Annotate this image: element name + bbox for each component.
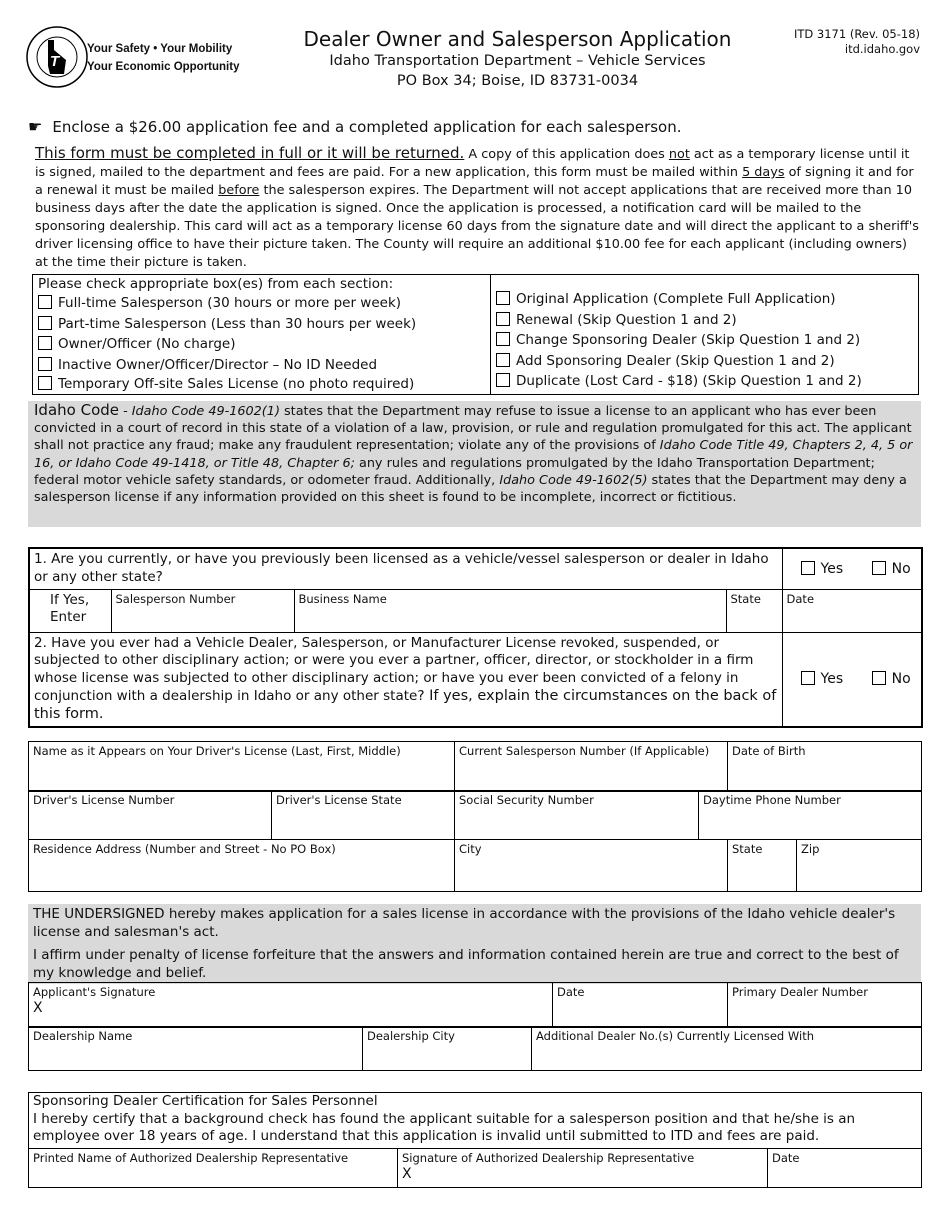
checkbox-original[interactable]: Original Application (Complete Full Application): [496, 289, 913, 310]
state-field[interactable]: State: [728, 840, 797, 892]
q2-yes[interactable]: Yes: [801, 671, 844, 687]
pointing-hand-icon: ☛: [28, 117, 43, 136]
daytime-phone-field[interactable]: Daytime Phone Number: [699, 791, 922, 840]
dealership-city-field[interactable]: Dealership City: [363, 1027, 532, 1071]
q1-date-field[interactable]: Date: [782, 589, 922, 632]
intro-paragraph: This form must be completed in full or it will be returned. A copy of this application does not act as a temporary license until it is signed, mailed to the department and fees are paid. For a new application, this form must be mailed within 5 days of signing it and for a renewal it must be mailed before the salesperson expires. The Department will not accept applications that are received more than 10 business days after the date the application is signed. Once the application is processed, a notification card will be mailed to the sponsoring dealership. This card will act as a temporary license 60 days from the signature date and will direct the applicant to a sheriff's driver licensing office to have their picture taken. The County will require an additional $10.00 fee for each applicant (including owners) at the time their picture is taken.: [35, 144, 919, 270]
applicant-row-3: [28, 839, 922, 892]
form-number-block: [794, 27, 920, 57]
q1-yes[interactable]: Yes: [801, 561, 844, 577]
checkbox-instruction: Please check appropriate box(es) from each section:: [38, 276, 394, 292]
checkbox-icon[interactable]: [872, 561, 886, 575]
primary-dealer-number-field[interactable]: Primary Dealer Number: [728, 983, 922, 1028]
checkbox-icon[interactable]: [872, 671, 886, 685]
sponsoring-certification: Sponsoring Dealer Certification for Sales Personnel I hereby certify that a background check has found the applicant suitable for a salesperson position and that he/she is an employee over 18 years of age. I understand that this application is invalid until submitted to ITD and fees are paid.: [29, 1093, 922, 1149]
zip-field[interactable]: Zip: [797, 840, 922, 892]
ssn-field[interactable]: Social Security Number: [455, 791, 699, 840]
checkbox-change-dealer[interactable]: Change Sponsoring Dealer (Skip Question 1 and 2): [496, 330, 913, 351]
date-of-birth-field[interactable]: Date of Birth: [728, 742, 922, 792]
drivers-license-state-field[interactable]: Driver's License State: [272, 791, 455, 840]
checkbox-icon[interactable]: [38, 295, 52, 309]
signature-row-2: [28, 1026, 922, 1071]
additional-dealer-field[interactable]: Additional Dealer No.(s) Currently Licensed With: [532, 1027, 922, 1071]
question-2: 2. Have you ever had a Vehicle Dealer, Salesperson, or Manufacturer License revoked, suspended, or subjected to other disciplinary action; or were you ever a partner, officer, director, or stockholder in a firm whose license was subjected to other disciplinary action; or have you ever been convicted of a felony in conjunction with a dealership in Idaho or any other state? If yes, explain the circumstances on the back of this form.: [29, 632, 782, 726]
sponsoring-date-field[interactable]: Date: [768, 1148, 922, 1187]
representative-signature-field[interactable]: Signature of Authorized Dealership Representative X: [398, 1148, 768, 1187]
checkbox-icon[interactable]: [801, 671, 815, 685]
checkbox-icon[interactable]: [496, 312, 510, 326]
checkbox-icon[interactable]: [496, 353, 510, 367]
applicant-row-1: [28, 741, 922, 792]
enclose-instruction: ☛ Enclose a $26.00 application fee and a completed application for each salesperson.: [28, 117, 682, 136]
checkbox-icon[interactable]: [496, 291, 510, 305]
dealership-name-field[interactable]: Dealership Name: [29, 1027, 363, 1071]
department-name: Idaho Transportation Department – Vehicle Services: [329, 53, 706, 69]
q1-state-field[interactable]: State: [726, 589, 782, 632]
current-salesperson-number-field[interactable]: Current Salesperson Number (If Applicable): [455, 742, 728, 792]
signature-date-field[interactable]: Date: [553, 983, 728, 1028]
q1-no[interactable]: No: [872, 561, 911, 577]
signature-row-1: [28, 982, 922, 1028]
q2-no[interactable]: No: [872, 671, 911, 687]
checkbox-owner[interactable]: Owner/Officer (No charge): [38, 334, 485, 355]
checkbox-icon[interactable]: [38, 357, 52, 371]
name-field[interactable]: Name as it Appears on Your Driver's License (Last, First, Middle): [29, 742, 455, 792]
drivers-license-number-field[interactable]: Driver's License Number: [29, 791, 272, 840]
itd-logo: [26, 26, 88, 88]
checkbox-icon[interactable]: [38, 316, 52, 330]
checkbox-icon[interactable]: [496, 373, 510, 387]
checkbox-icon[interactable]: [38, 336, 52, 350]
business-name-field[interactable]: Business Name: [294, 589, 726, 632]
checkbox-temporary[interactable]: Temporary Off-site Sales License (no photo required): [38, 375, 485, 393]
applicant-signature-field[interactable]: Applicant's Signature X: [29, 983, 553, 1028]
tagline: Your Safety • Your Mobility Your Economic Opportunity: [87, 43, 240, 73]
page-title: Dealer Owner and Salesperson Application: [303, 27, 732, 51]
checkbox-icon[interactable]: [496, 332, 510, 346]
checkbox-duplicate[interactable]: Duplicate (Lost Card - $18) (Skip Question 1 and 2): [496, 371, 913, 392]
form-title-block: [270, 27, 765, 91]
undersigned-statement: THE UNDERSIGNED hereby makes application for a sales license in accordance with the provisions of the Idaho vehicle dealer's license and salesman's act. I affirm under penalty of license forfeiture that the answers and information contained herein are true and correct to the best of my knowledge and belief.: [28, 904, 921, 984]
applicant-row-2: [28, 790, 922, 840]
checkbox-icon[interactable]: [38, 376, 52, 390]
question-1: 1. Are you currently, or have you previously been licensed as a vehicle/vessel salesperson or dealer in Idaho or any other state?: [29, 548, 782, 589]
application-type-section: [32, 274, 919, 395]
city-field[interactable]: City: [455, 840, 728, 892]
checkbox-renewal[interactable]: Renewal (Skip Question 1 and 2): [496, 310, 913, 331]
department-address: PO Box 34; Boise, ID 83731-0034: [396, 73, 639, 89]
checkbox-inactive-owner[interactable]: Inactive Owner/Officer/Director – No ID Needed: [38, 355, 485, 376]
printed-name-field[interactable]: Printed Name of Authorized Dealership Representative: [29, 1148, 398, 1187]
checkbox-fulltime[interactable]: Full-time Salesperson (30 hours or more per week): [38, 293, 485, 314]
residence-address-field[interactable]: Residence Address (Number and Street - No PO Box): [29, 840, 455, 892]
if-yes-label: If Yes, Enter: [29, 589, 111, 632]
checkbox-parttime[interactable]: Part-time Salesperson (Less than 30 hours per week): [38, 314, 485, 335]
idaho-code-notice: Idaho Code - Idaho Code 49-1602(1) states that the Department may refuse to issue a license to an applicant who has ever been convicted in a court of record in this state of a violation of a law, provision, or rule and regulation promulgated for this act. The applicant shall not practice any fraud; make any fraudulent representation; violate any of the provisions of Idaho Code Title 49, Chapters 2, 4, 5 or 16, or Idaho Code 49-1418, or Title 48, Chapter 6; any rules and regulations promulgated by the Idaho Transportation Department; federal motor vehicle safety standards, or odometer fraud. Additionally, Idaho Code 49-1602(5) states that the Department may deny a salesperson license if any information provided on this sheet is found to be incomplete, incorrect or fictitious.: [28, 401, 921, 527]
form-number: ITD 3171 (Rev. 05-18): [793, 27, 920, 41]
checkbox-add-dealer[interactable]: Add Sponsoring Dealer (Skip Question 1 and 2): [496, 351, 913, 372]
svg-text:T: T: [50, 53, 60, 70]
salesperson-number-field[interactable]: Salesperson Number: [111, 589, 294, 632]
sponsoring-dealer-section: [28, 1092, 922, 1188]
website-link[interactable]: itd.idaho.gov: [844, 42, 920, 56]
questions-table: [28, 547, 923, 728]
checkbox-icon[interactable]: [801, 561, 815, 575]
